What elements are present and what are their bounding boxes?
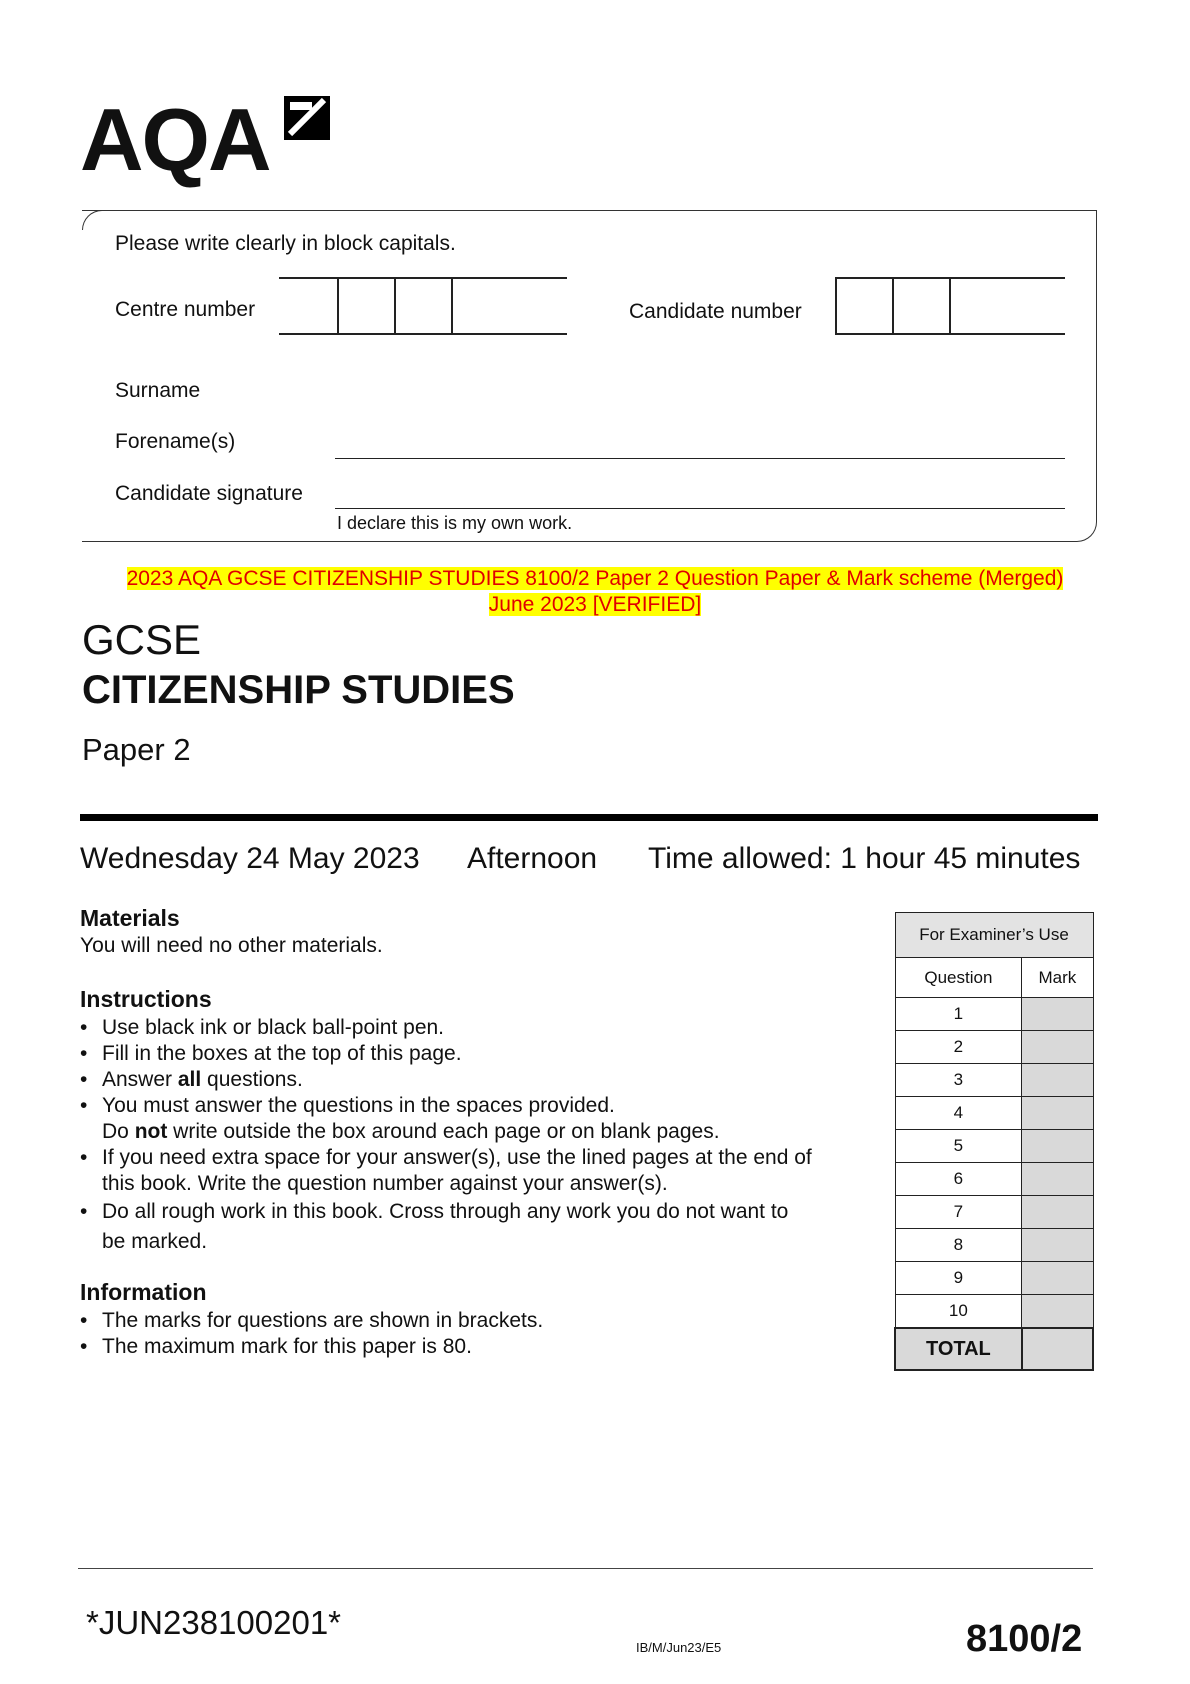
table-row	[895, 1163, 1093, 1196]
information-item: • The marks for questions are shown in brackets.	[80, 1308, 780, 1334]
forenames-label: Forename(s)	[115, 430, 236, 453]
question-number: 4	[895, 1097, 1022, 1130]
instruction-item: • You must answer the questions in the spaces provided. Do not write outside the box around each page or on blank pages.	[80, 1093, 870, 1145]
instruction-item: • Fill in the boxes at the top of this page.	[80, 1041, 870, 1067]
mark-cell	[1022, 1064, 1093, 1097]
question-number: 5	[895, 1130, 1022, 1163]
information-heading: Information	[80, 1279, 207, 1305]
declaration-text: I declare this is my own work.	[337, 513, 573, 533]
subject-title: CITIZENSHIP STUDIES	[82, 668, 515, 712]
mark-cell	[1022, 1196, 1093, 1229]
block-capitals-instruction: Please write clearly in block capitals.	[115, 232, 456, 255]
paper-number: Paper 2	[82, 732, 191, 767]
total-label: TOTAL	[895, 1328, 1022, 1370]
materials-text: You will need no other materials.	[80, 934, 383, 957]
table-row	[895, 1130, 1093, 1163]
banner-line-2: June 2023 [VERIFIED]	[488, 593, 702, 616]
instruction-item: • Answer all questions.	[80, 1067, 870, 1093]
instruction-item: • Use black ink or black ball-point pen.	[80, 1015, 870, 1041]
document-banner	[0, 566, 1190, 618]
total-row	[895, 1328, 1093, 1370]
mark-cell	[1022, 1229, 1093, 1262]
instructions-list	[80, 1015, 870, 1257]
question-number: 6	[895, 1163, 1022, 1196]
exam-session: Afternoon	[467, 842, 598, 875]
question-number: 8	[895, 1229, 1022, 1262]
question-number: 7	[895, 1196, 1022, 1229]
mark-cell	[1022, 1031, 1093, 1064]
paper-code: 8100/2	[966, 1618, 1083, 1660]
reference-code: IB/M/Jun23/E5	[636, 1640, 722, 1655]
table-row	[895, 998, 1093, 1031]
instruction-item: • Do all rough work in this book. Cross through any work you do not want to be marked.	[80, 1197, 817, 1257]
total-mark-cell	[1022, 1328, 1093, 1370]
exam-date: Wednesday 24 May 2023	[80, 842, 420, 875]
mark-cell	[1022, 1130, 1093, 1163]
mark-cell	[1022, 1163, 1093, 1196]
centre-number-label: Centre number	[115, 298, 256, 321]
question-number: 1	[895, 998, 1022, 1031]
question-number: 9	[895, 1262, 1022, 1295]
banner-line-1: 2023 AQA GCSE CITIZENSHIP STUDIES 8100/2 Paper 2 Question Paper & Mark scheme (Merged)	[126, 567, 1064, 590]
table-row	[895, 1262, 1093, 1295]
table-row	[895, 1196, 1093, 1229]
mark-column-header: Mark	[1022, 958, 1093, 998]
instructions-heading: Instructions	[80, 986, 212, 1012]
table-row	[895, 1064, 1093, 1097]
centre-number-boxes[interactable]	[279, 277, 567, 334]
table-row	[895, 1031, 1093, 1064]
title-divider	[80, 814, 1098, 821]
information-item: • The maximum mark for this paper is 80.	[80, 1334, 780, 1360]
signature-write-line[interactable]	[335, 508, 1065, 509]
table-row	[895, 1295, 1093, 1329]
materials-heading: Materials	[80, 905, 180, 931]
candidate-number-label: Candidate number	[629, 300, 802, 323]
time-allowed: Time allowed: 1 hour 45 minutes	[648, 842, 1081, 875]
qualification-level: GCSE	[82, 616, 202, 663]
question-number: 10	[895, 1295, 1022, 1329]
table-row	[895, 1229, 1093, 1262]
aqa-logo: AQA	[80, 90, 270, 189]
mark-cell	[1022, 998, 1093, 1031]
mark-cell	[1022, 1097, 1093, 1130]
examiner-use-table	[894, 912, 1094, 1371]
aqa-logo-mark-icon	[280, 90, 336, 146]
mark-cell	[1022, 1295, 1093, 1329]
candidate-signature-label: Candidate signature	[115, 482, 303, 505]
barcode-text: *JUN238100201*	[86, 1604, 342, 1641]
question-number: 3	[895, 1064, 1022, 1097]
table-row	[895, 1097, 1093, 1130]
question-column-header: Question	[895, 958, 1022, 998]
information-list	[80, 1308, 780, 1360]
surname-label: Surname	[115, 379, 201, 402]
examiner-table-title: For Examiner’s Use	[895, 913, 1093, 958]
footer-divider	[78, 1568, 1093, 1569]
candidate-number-boxes[interactable]	[835, 277, 1065, 334]
forenames-write-line[interactable]	[335, 458, 1065, 459]
question-number: 2	[895, 1031, 1022, 1064]
mark-cell	[1022, 1262, 1093, 1295]
instruction-item: • If you need extra space for your answer(s), use the lined pages at the end of this book. Write the question number against your answer(s).	[80, 1145, 847, 1197]
